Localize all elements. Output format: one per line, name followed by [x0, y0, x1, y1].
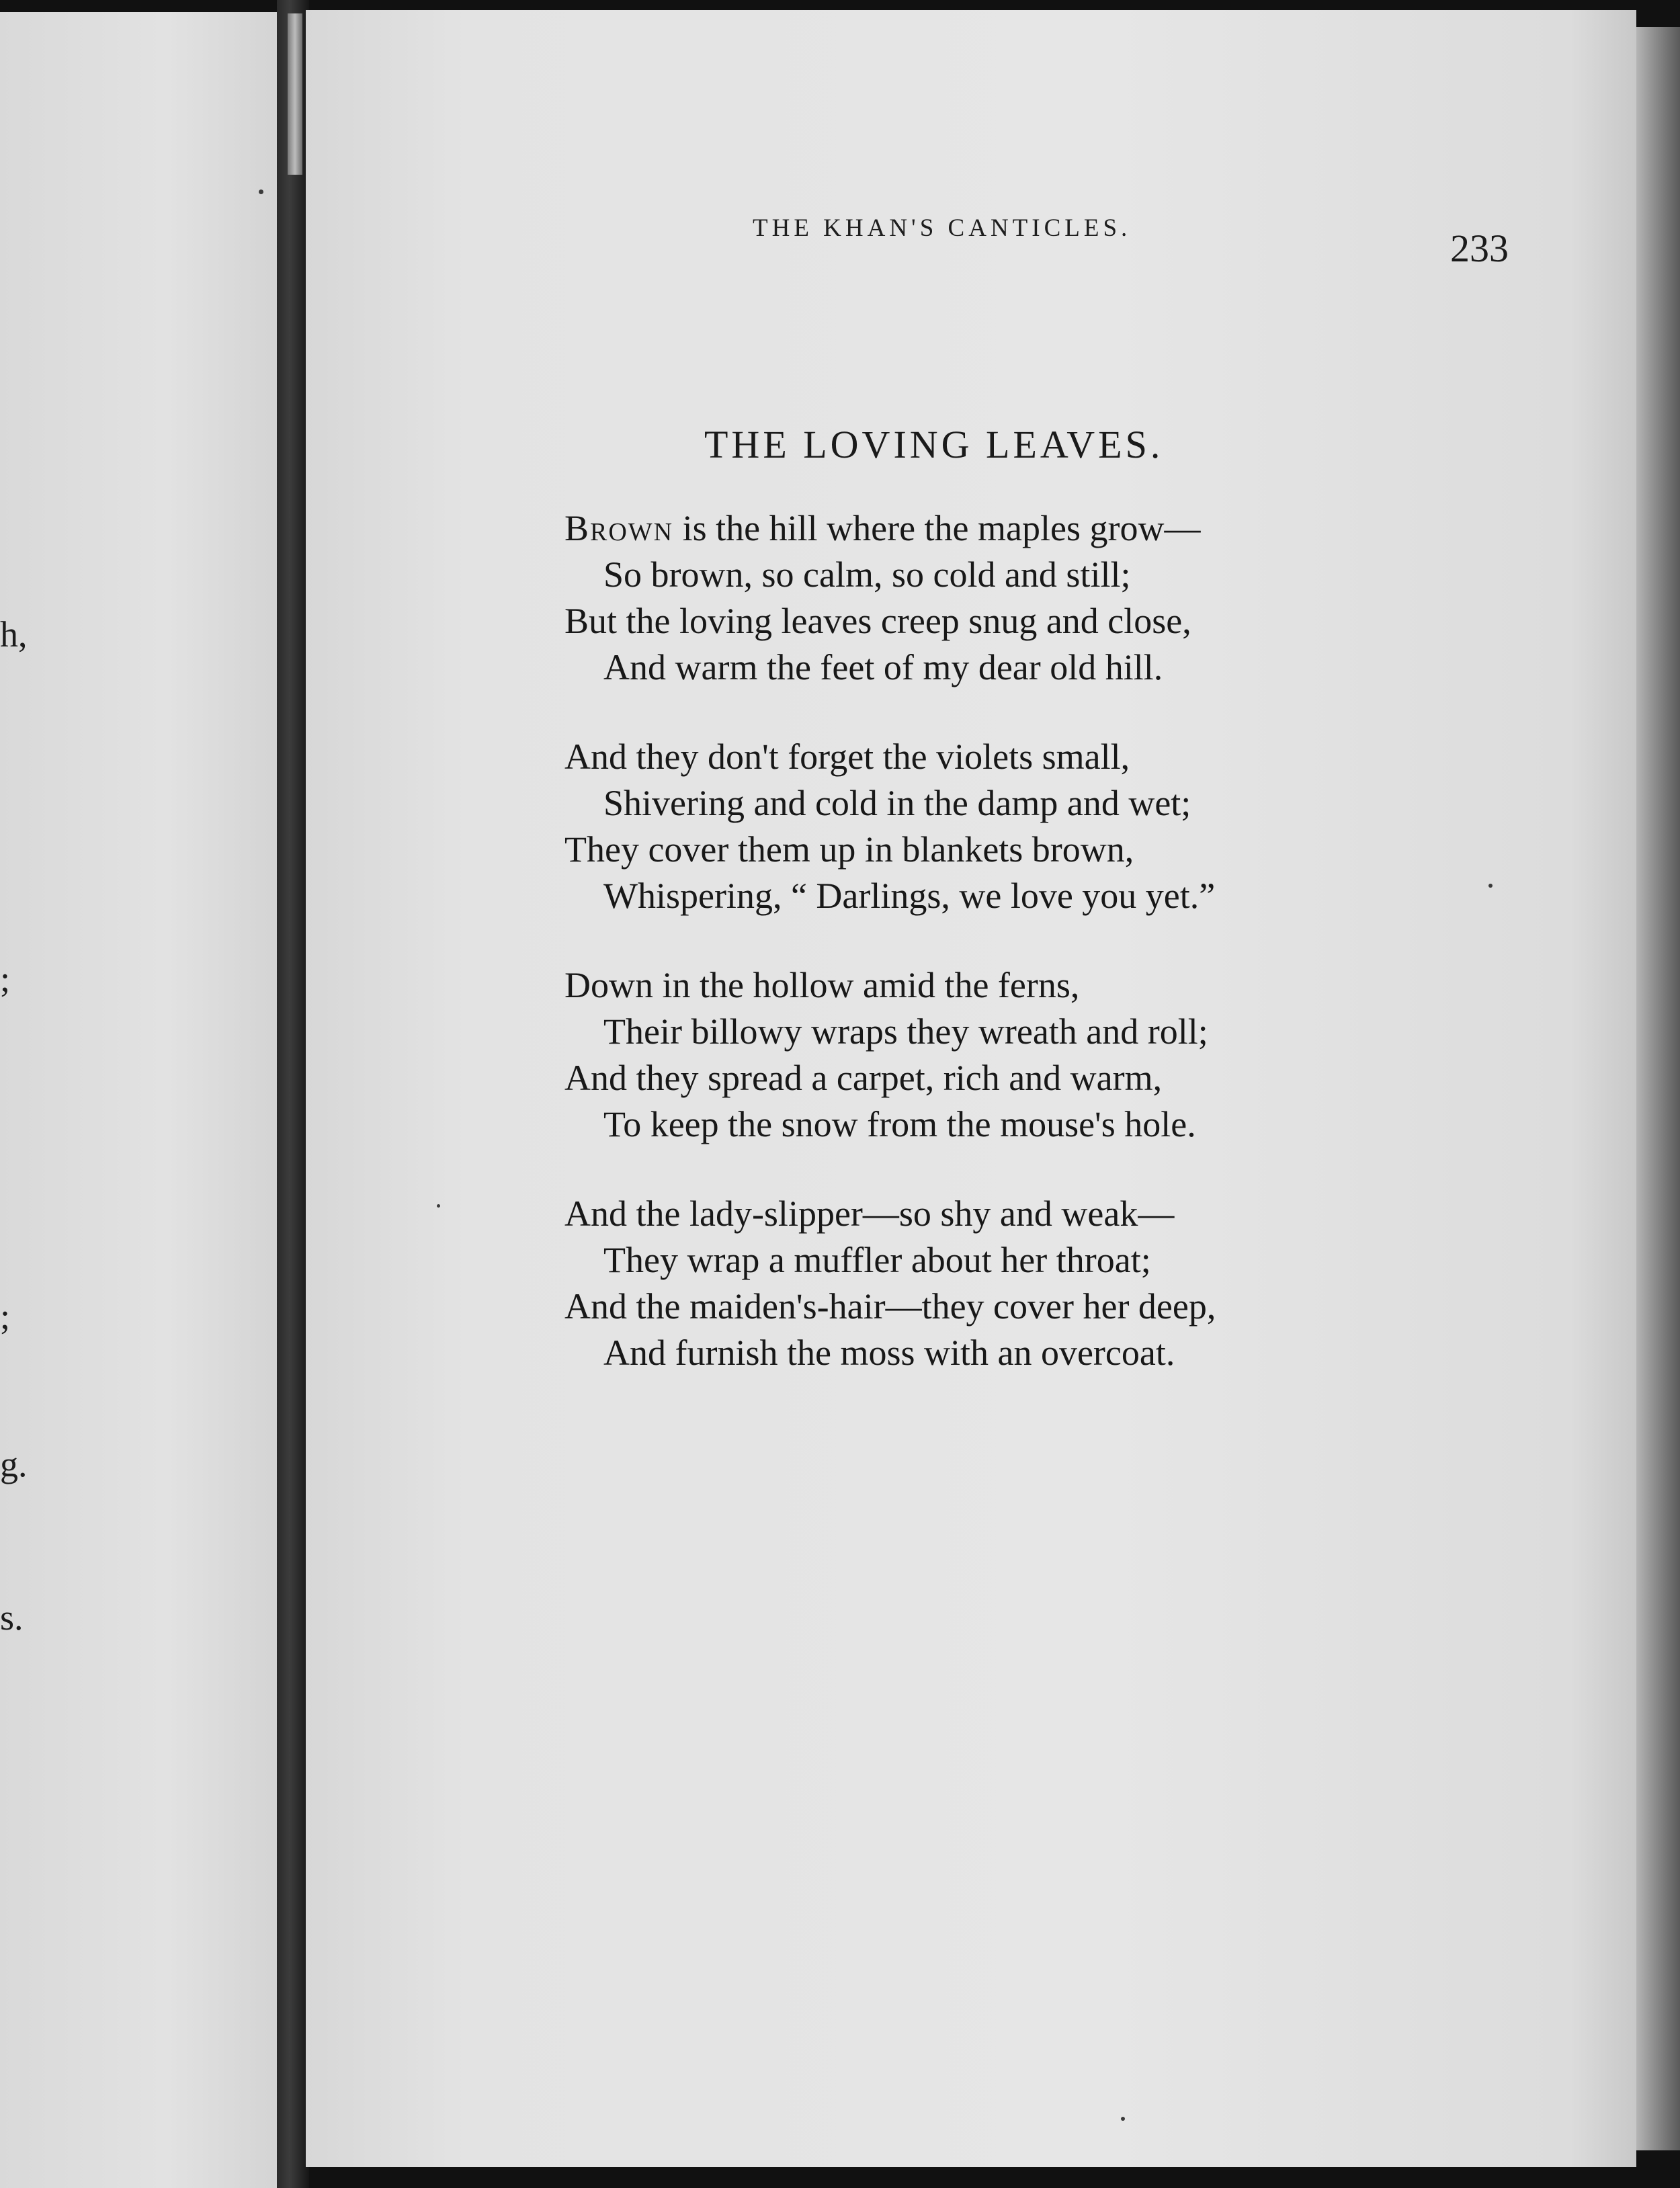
poem-title: THE LOVING LEAVES.: [704, 423, 1164, 466]
poem-line: So brown, so calm, so cold and still;: [603, 554, 1131, 595]
poem-line: [564, 505, 1438, 552]
page-edge: [1636, 27, 1680, 2150]
stanza: [564, 734, 1438, 919]
poem-line: And they spread a carpet, rich and warm,: [564, 1058, 1163, 1098]
dust-speck: [259, 190, 263, 194]
spine-edge: [288, 13, 302, 175]
left-page-fragment: h,: [0, 614, 28, 655]
left-page-fragment: g.: [0, 1444, 28, 1484]
poem-line: Shivering and cold in the damp and wet;: [603, 783, 1191, 823]
poem-line: Whispering, “ Darlings, we love you yet.”: [603, 876, 1216, 916]
book-gutter: [277, 0, 309, 2188]
poem-line: Their billowy wraps they wreath and roll;: [603, 1011, 1208, 1052]
running-head: THE KHAN'S CANTICLES.: [753, 214, 1132, 242]
dust-speck: [1121, 2117, 1125, 2121]
poem-line: And the lady-slipper—so shy and weak—: [564, 1193, 1175, 1234]
left-page-fragment: ;: [0, 959, 11, 999]
stanza: [564, 505, 1438, 691]
left-page: [0, 12, 277, 2188]
poem-line: But the loving leaves creep snug and close,: [564, 601, 1191, 641]
left-page-fragment: s.: [0, 1597, 24, 1638]
poem-body: [564, 505, 1438, 1419]
poem-line: And warm the feet of my dear old hill.: [603, 647, 1163, 687]
poem-line: And furnish the moss with an overcoat.: [603, 1333, 1175, 1373]
poem-line: To keep the snow from the mouse's hole.: [603, 1104, 1196, 1144]
stanza: [564, 962, 1438, 1148]
page-number: 233: [1450, 226, 1509, 270]
left-page-fragment: ;: [0, 1296, 11, 1337]
stanza: [564, 1191, 1438, 1376]
first-word: Brown: [564, 508, 674, 548]
dust-speck: [1488, 884, 1493, 888]
poem-line: And they don't forget the violets small,: [564, 737, 1130, 777]
poem-line-text: is the hill where the maples grow—: [673, 508, 1201, 548]
poem-line: They cover them up in blankets brown,: [564, 829, 1134, 870]
poem-line: Down in the hollow amid the ferns,: [564, 965, 1080, 1005]
poem-line: They wrap a muffler about her throat;: [603, 1240, 1151, 1280]
dust-speck: [437, 1204, 440, 1208]
poem-line: And the maiden's-hair—they cover her deep,: [564, 1286, 1216, 1327]
